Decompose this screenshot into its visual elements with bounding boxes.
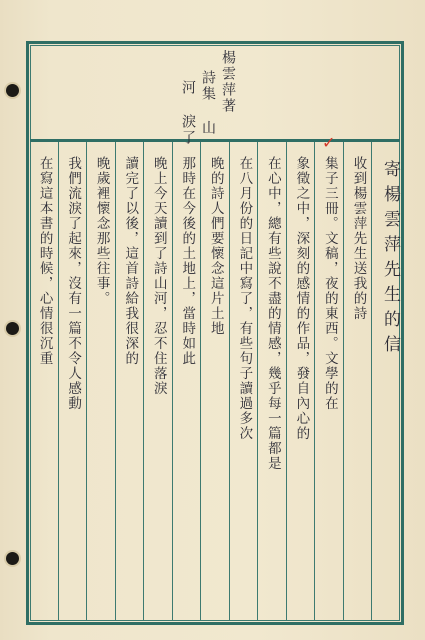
column-2 <box>314 142 343 621</box>
header-subtitle-1: 詩集 山 <box>200 70 216 136</box>
writing-grid <box>30 142 400 621</box>
binder-hole-middle <box>6 322 19 335</box>
binder-hole-bottom <box>6 552 19 565</box>
column-5-text: 在八月份的日記中寫了，有些句子讀過多次 <box>236 156 253 441</box>
header-subtitle-2: 河 淚了 <box>180 80 196 146</box>
column-7-text: 那時在今後的土地上，當時如此 <box>179 156 196 366</box>
red-check-mark: ✓ <box>322 133 336 152</box>
column-4 <box>257 142 286 621</box>
column-9-text: 讀完了以後，這首詩給我很深的 <box>122 156 139 366</box>
column-7 <box>172 142 201 621</box>
column-3 <box>286 142 315 621</box>
column-6 <box>200 142 229 621</box>
column-12 <box>30 142 58 621</box>
column-11 <box>58 142 87 621</box>
column-8-text: 晚上今天讀到了詩山河，忍不住落淚 <box>150 156 167 396</box>
column-9 <box>115 142 144 621</box>
column-2-text: 集子三冊。文稿，夜的東西。文學的在 <box>321 156 338 411</box>
column-10-text: 晚歲裡懷念那些往事。 <box>93 156 110 306</box>
binder-hole-top <box>6 84 19 97</box>
column-12-text: 在寫這本書的時候，心情很沉重 <box>36 156 53 366</box>
column-6-text: 晚的詩人們要懷念這片土地 <box>207 156 224 336</box>
column-5 <box>229 142 258 621</box>
column-4-text: 在心中，總有些說不盡的情感，幾乎每一篇都是 <box>264 156 281 471</box>
column-1-text: 收到楊雲萍先生送我的詩 <box>350 156 367 321</box>
column-1 <box>343 142 372 621</box>
column-10 <box>86 142 115 621</box>
column-11-text: 我們流淚了起來，沒有一篇不令人感動 <box>65 156 82 411</box>
column-3-text: 象徵之中，深刻的感情的作品，發自內心的 <box>293 156 310 441</box>
header-author: 楊雲萍著 <box>220 50 236 114</box>
column-8 <box>143 142 172 621</box>
letter-title: 寄楊雲萍先生的信 <box>380 160 400 360</box>
